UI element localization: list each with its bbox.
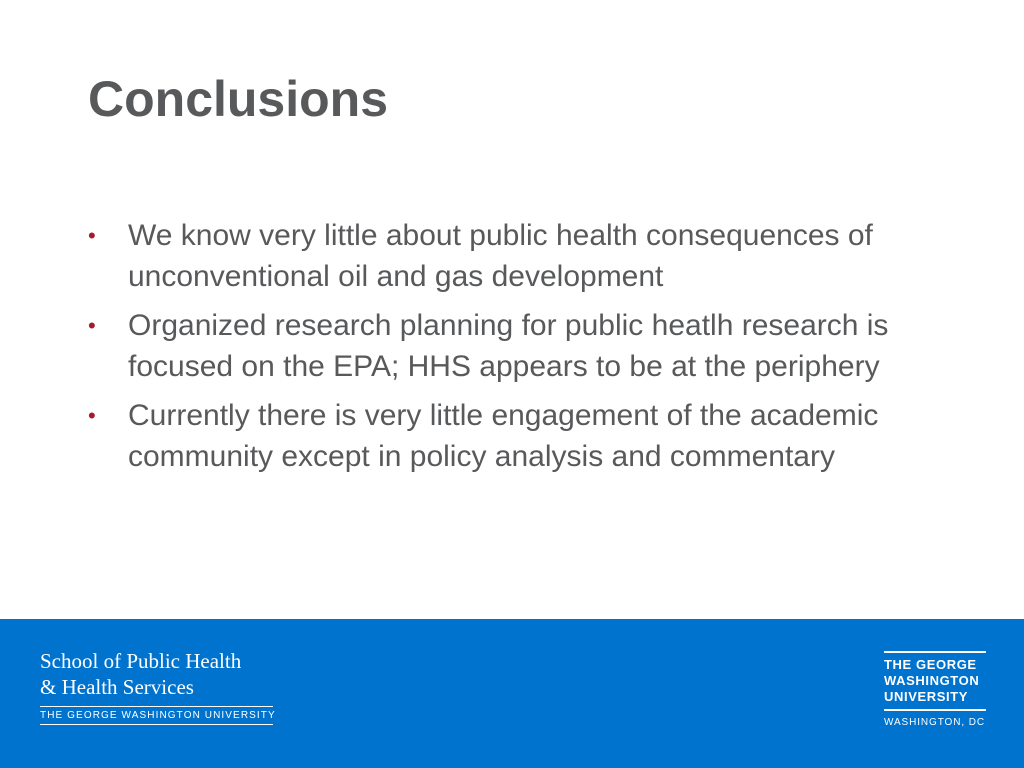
bullet-dot-icon: •	[88, 403, 96, 428]
gwu-logo-rule-top	[884, 651, 986, 653]
school-university-name: THE GEORGE WASHINGTON UNIVERSITY	[40, 710, 276, 721]
bullet-list	[88, 216, 948, 486]
bullet-text: Currently there is very little engagement of the academic community except in policy analysis and commentary	[128, 399, 879, 473]
bullet-text: Organized research planning for public heatlh research is focused on the EPA; HHS appears to be at the periphery	[128, 309, 889, 383]
bullet-text: We know very little about public health consequences of unconventional oil and gas development	[128, 219, 873, 293]
gwu-name-line3: UNIVERSITY	[884, 689, 969, 704]
bullet-dot-icon: •	[88, 223, 96, 248]
school-logo-rule	[40, 706, 273, 707]
gwu-logo	[884, 651, 988, 728]
school-name-line2: & Health Services	[40, 675, 194, 699]
school-name-line1: School of Public Health	[40, 649, 242, 673]
gwu-name	[884, 657, 988, 705]
bullet-dot-icon: •	[88, 313, 96, 338]
slide-title: Conclusions	[88, 71, 389, 127]
gwu-logo-rule-bottom	[884, 709, 986, 711]
gwu-name-line2: WASHINGTON	[884, 673, 980, 688]
bullet-item	[88, 306, 948, 387]
bullet-item	[88, 216, 948, 297]
school-logo-rule-bottom	[40, 724, 273, 725]
gwu-location: WASHINGTON, DC	[884, 717, 985, 728]
bullet-item	[88, 396, 948, 477]
school-logo	[40, 648, 280, 725]
gwu-name-line1: THE GEORGE	[884, 657, 977, 672]
